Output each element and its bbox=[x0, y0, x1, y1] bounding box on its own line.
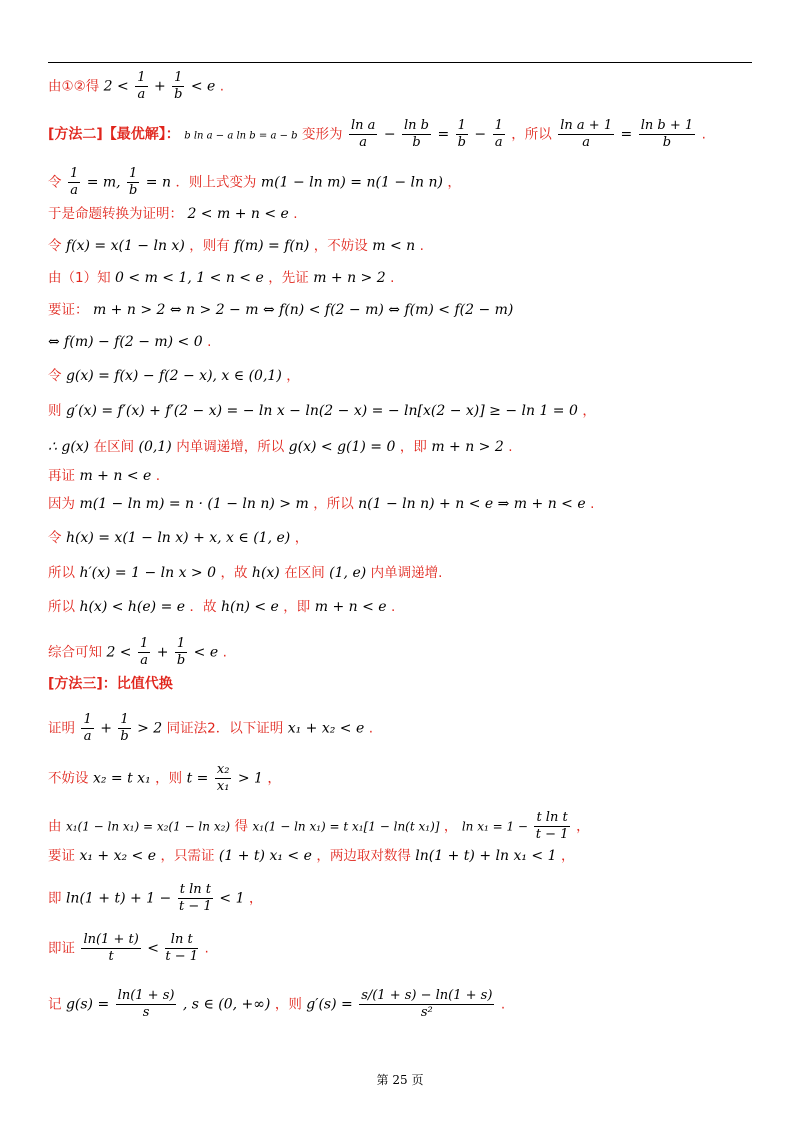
line-12 bbox=[48, 466, 160, 486]
fraction: $\frac{1}{b}$ bbox=[457, 118, 466, 150]
line-9 bbox=[48, 366, 300, 386]
line-8 bbox=[48, 332, 211, 352]
text: ，不妨设 bbox=[313, 238, 368, 254]
line-23 bbox=[48, 882, 262, 915]
text: ， bbox=[560, 848, 575, 864]
text: 即证 bbox=[48, 940, 75, 957]
fraction-1-over-b: $\frac{1}{b}$ bbox=[174, 70, 183, 102]
math: > 1 bbox=[237, 770, 263, 787]
text: . bbox=[368, 720, 374, 737]
math: m + n > 2 bbox=[431, 439, 504, 455]
math: x₂ = t x₁ bbox=[92, 770, 151, 787]
math: = bbox=[620, 126, 633, 143]
fraction: $\frac{\text{t ln t}}{t - 1}$ bbox=[179, 882, 212, 914]
text: 在区间 bbox=[284, 565, 325, 581]
fraction-1-over-a: $\frac{1}{a}$ bbox=[137, 70, 146, 102]
math: 0 < m < 1, 1 < n < e bbox=[115, 270, 264, 286]
line-1 bbox=[48, 70, 224, 103]
math: , s ∈ (0, +∞) bbox=[182, 996, 271, 1013]
text: 不妨设 bbox=[48, 770, 89, 787]
fraction: $\frac{1}{a}$ bbox=[69, 166, 79, 198]
text: 同证法2．以下证明 bbox=[166, 720, 284, 737]
math: h(x) = x(1 − ln x) + x, x ∈ (1, e) bbox=[65, 530, 291, 546]
text: ，只需证 bbox=[160, 848, 215, 864]
text: 令 bbox=[48, 238, 62, 254]
math: ⇔ f(m) − f(2 − m) < 0 bbox=[48, 334, 203, 350]
line-3 bbox=[48, 166, 461, 199]
method-three-heading: [方法三]：比值代换 bbox=[48, 676, 173, 692]
math: x₁ + x₂ < e bbox=[287, 720, 365, 737]
math: g′(x) = f′(x) + f′(2 − x) = − ln x − ln(2 − x) = − ln[x(2 − x)] ≥ − ln 1 = 0 bbox=[65, 403, 578, 419]
text: . bbox=[390, 270, 395, 286]
line-5 bbox=[48, 236, 424, 256]
math: m + n < e bbox=[314, 599, 387, 615]
text: 得 bbox=[234, 818, 249, 835]
text: . bbox=[219, 78, 225, 95]
math: 2 < bbox=[106, 644, 132, 661]
math: (1 + t) x₁ < e bbox=[218, 848, 312, 864]
math: = m, bbox=[86, 174, 121, 191]
text: ，所以 bbox=[511, 126, 552, 143]
text: ，两边取对数得 bbox=[316, 848, 411, 864]
text: . bbox=[500, 996, 506, 1013]
text: 由（1）知 bbox=[48, 270, 111, 286]
math: f(x) = x(1 − ln x) bbox=[65, 238, 185, 254]
fraction: $\frac{\ln(1 + t)}{t}$ bbox=[83, 932, 139, 964]
text: ．则上式变为 bbox=[175, 174, 257, 191]
fraction: $\frac{\text{ln t}}{t - 1}$ bbox=[165, 932, 199, 964]
text: 即 bbox=[48, 890, 62, 907]
math: 2 < bbox=[103, 78, 129, 95]
math: g(x) < g(1) = 0 bbox=[288, 439, 396, 455]
line-4 bbox=[48, 204, 298, 224]
method-two-heading: [方法二]【最优解】： bbox=[48, 126, 180, 143]
math: h(n) < e bbox=[220, 599, 279, 615]
math: ln(1 + t) + ln x₁ < 1 bbox=[415, 848, 557, 864]
line-21 bbox=[48, 810, 590, 843]
fraction: $\frac{1}{b}$ bbox=[129, 166, 138, 198]
math: m + n > 2 bbox=[313, 270, 386, 286]
header-rule bbox=[48, 62, 752, 63]
math: ∴ g(x) bbox=[48, 439, 90, 455]
line-10 bbox=[48, 401, 596, 421]
text: ，即 bbox=[399, 439, 427, 455]
text: . bbox=[701, 126, 706, 143]
text: ， bbox=[443, 818, 458, 835]
text: 要证 bbox=[48, 848, 75, 864]
text: 则 bbox=[48, 403, 62, 419]
text: 变形为 bbox=[302, 126, 343, 143]
math: = n bbox=[145, 174, 171, 191]
page-number: 第 25 页 bbox=[376, 1073, 424, 1087]
fraction: $\frac{1}{a}$ bbox=[140, 636, 149, 668]
fraction: $\frac{\text{ln a + 1}}{a}$ bbox=[560, 118, 613, 150]
text: 由 bbox=[48, 818, 62, 835]
text: . bbox=[508, 439, 513, 455]
text: 所以 bbox=[48, 599, 75, 615]
text: 记 bbox=[48, 996, 62, 1013]
line-15 bbox=[48, 563, 442, 583]
text: . bbox=[155, 468, 161, 484]
fraction: $\frac{1}{a}$ bbox=[494, 118, 503, 150]
text: ， bbox=[286, 368, 300, 384]
math: < e bbox=[193, 644, 219, 661]
text: 令 bbox=[48, 368, 62, 384]
fraction-g-prime: $\frac{s/(1 + s) - \ln(1 + s)}{\text{s²}}$ bbox=[361, 988, 493, 1020]
text: . bbox=[293, 206, 298, 222]
line-14 bbox=[48, 528, 308, 548]
line-2 bbox=[48, 118, 706, 151]
text: . bbox=[419, 238, 424, 254]
line-24 bbox=[48, 932, 209, 965]
text: ，故 bbox=[220, 565, 248, 581]
text: 由①②得 bbox=[48, 78, 100, 95]
text: 于是命题转换为证明： bbox=[48, 206, 183, 222]
text: 令 bbox=[48, 530, 62, 546]
text: ，所以 bbox=[313, 496, 354, 512]
fraction: $\frac{\text{t ln t}}{t - 1}$ bbox=[535, 810, 569, 842]
text: 令 bbox=[48, 174, 62, 191]
text: ，先证 bbox=[268, 270, 309, 286]
line-6 bbox=[48, 268, 394, 288]
math: 2 < m + n < e bbox=[187, 206, 289, 222]
math: h(x) bbox=[251, 565, 280, 581]
math: g(x) = f(x) − f(2 − x), x ∈ (0,1) bbox=[65, 368, 282, 384]
fraction: $\frac{1}{b}$ bbox=[120, 712, 129, 744]
line-16 bbox=[48, 597, 395, 617]
text: ， bbox=[248, 890, 263, 907]
math: (1, e) bbox=[329, 565, 367, 581]
math: ln(1 + t) + 1 − bbox=[65, 890, 172, 907]
math: b ln a − a ln b = a − b bbox=[184, 130, 298, 142]
text: ， bbox=[582, 403, 596, 419]
math: = bbox=[437, 126, 450, 143]
line-20 bbox=[48, 762, 281, 795]
math: ln x₁ = 1 − bbox=[461, 819, 528, 834]
text: 证明 bbox=[48, 720, 75, 737]
line-7 bbox=[48, 300, 513, 320]
line-17 bbox=[48, 636, 227, 669]
math: t = bbox=[186, 770, 209, 787]
math: g(s) = bbox=[65, 996, 110, 1013]
line-13 bbox=[48, 494, 594, 514]
math: m + n < e bbox=[79, 468, 152, 484]
math: (0,1) bbox=[138, 439, 172, 455]
fraction: $\frac{\text{ln a}}{a}$ bbox=[350, 118, 376, 150]
math: + bbox=[100, 720, 112, 737]
line-11 bbox=[48, 437, 513, 457]
math: < e bbox=[190, 78, 216, 95]
math: x₁(1 − ln x₁) = x₂(1 − ln x₂) bbox=[65, 819, 231, 834]
text: . bbox=[391, 599, 396, 615]
math: − bbox=[383, 126, 396, 143]
math: h(x) < h(e) = e bbox=[79, 599, 186, 615]
line-19 bbox=[48, 712, 373, 745]
fraction: $\frac{\text{x₂}}{\text{x₁}}$ bbox=[216, 762, 230, 794]
math: g′(s) = bbox=[306, 996, 353, 1013]
fraction: $\frac{\ln(1 + s)}{s}$ bbox=[117, 988, 175, 1020]
math: < 1 bbox=[219, 890, 245, 907]
math: h′(x) = 1 − ln x > 0 bbox=[79, 565, 217, 581]
text: 内单调递增. bbox=[370, 565, 443, 581]
text: . bbox=[222, 644, 227, 661]
math: − bbox=[474, 126, 487, 143]
text: ，则 bbox=[274, 996, 302, 1013]
text: 再证 bbox=[48, 468, 75, 484]
fraction: $\frac{\text{ln b + 1}}{b}$ bbox=[640, 118, 694, 150]
math: x₁(1 − ln x₁) = t x₁[1 − ln(t x₁)] bbox=[252, 819, 440, 834]
text: 因为 bbox=[48, 496, 75, 512]
text: 内单调递增，所以 bbox=[176, 439, 285, 455]
text: . bbox=[207, 334, 212, 350]
fraction: $\frac{1}{a}$ bbox=[83, 712, 92, 744]
math: + bbox=[156, 644, 169, 661]
line-22 bbox=[48, 846, 574, 866]
text: ， bbox=[294, 530, 309, 546]
text: 在区间 bbox=[93, 439, 135, 455]
line-25 bbox=[48, 988, 505, 1021]
math: m(1 − ln m) = n · (1 − ln n) > m bbox=[79, 496, 309, 512]
math: + bbox=[153, 78, 166, 95]
math: m(1 − ln m) = n(1 − ln n) bbox=[260, 174, 443, 191]
text: . bbox=[590, 496, 595, 512]
text: 要证： bbox=[48, 302, 89, 318]
math: > 2 bbox=[137, 720, 163, 737]
text: ，则 bbox=[155, 770, 183, 787]
text: ，即 bbox=[283, 599, 311, 615]
math: < bbox=[147, 940, 159, 957]
text: ，则有 bbox=[189, 238, 230, 254]
line-18 bbox=[48, 674, 173, 694]
fraction: $\frac{1}{b}$ bbox=[176, 636, 186, 668]
fraction: $\frac{\text{ln b}}{b}$ bbox=[404, 118, 429, 150]
math: x₁ + x₂ < e bbox=[79, 848, 157, 864]
text: ， bbox=[267, 770, 281, 787]
text: ， bbox=[576, 818, 590, 835]
math: m + n > 2 ⇔ n > 2 − m ⇔ f(n) < f(2 − m) ⇔ f(m) < f(2 − m) bbox=[92, 302, 514, 318]
math: m < n bbox=[372, 238, 416, 254]
text: ， bbox=[447, 174, 461, 191]
text: ．故 bbox=[189, 599, 217, 615]
text: . bbox=[204, 940, 209, 957]
math: n(1 − ln n) + n < e ⇒ m + n < e bbox=[358, 496, 586, 512]
math: f(m) = f(n) bbox=[234, 238, 310, 254]
text: 所以 bbox=[48, 565, 75, 581]
text: 综合可知 bbox=[48, 644, 102, 661]
